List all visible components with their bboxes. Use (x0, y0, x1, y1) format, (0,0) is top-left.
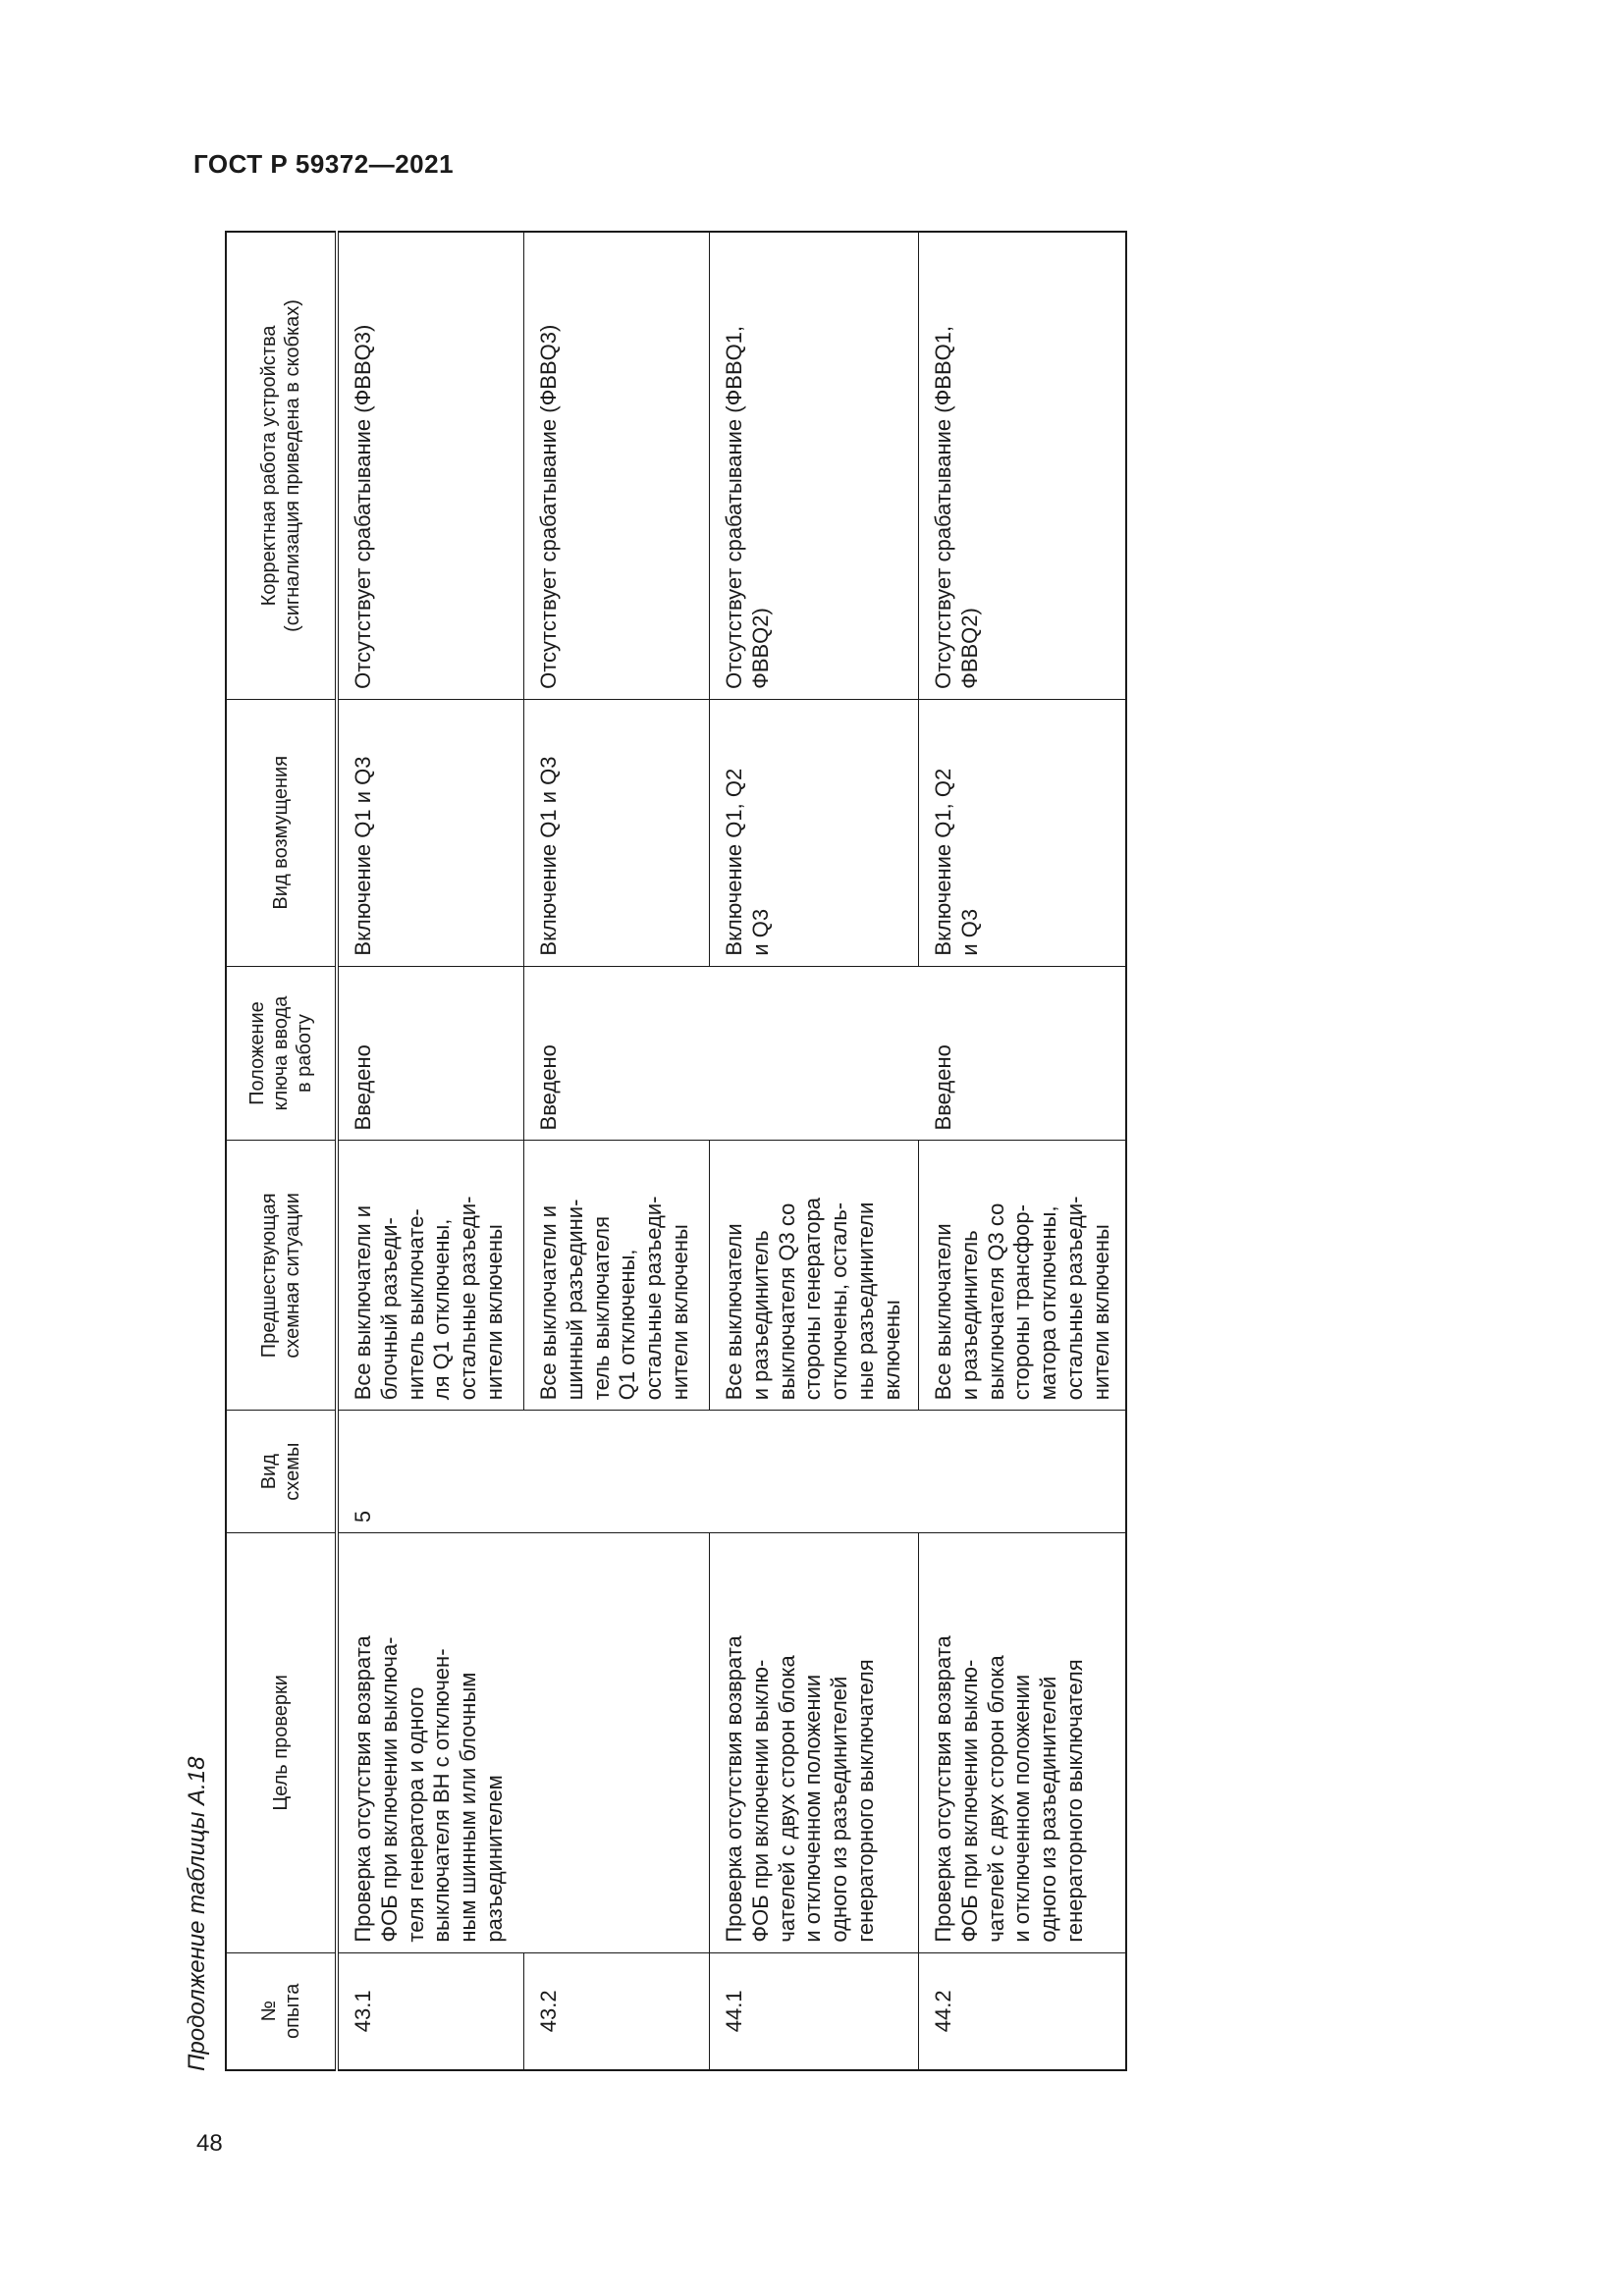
cell-disturb: Включение Q1 и Q3 (524, 699, 710, 966)
col-header-scheme-label: Вид схемы (258, 1442, 303, 1501)
cell-prior: Все выключатели и шинный разъедини- тель выключателя Q1 отключены, остальные разъеди- нители включены (524, 1141, 710, 1411)
cell-disturb: Включение Q1, Q2 и Q3 (919, 699, 1127, 966)
cell-scheme (919, 1411, 1127, 1533)
cell-correct: Отсутствует срабатывание (ФВВQ3) (524, 232, 710, 699)
cell-key: Введено (337, 966, 524, 1141)
cell-prior: Все выключатели и разъединитель выключателя Q3 со стороны генератора отключены, осталь- ные разъединители включены (710, 1141, 919, 1411)
page-number: 48 (196, 2130, 223, 2157)
cell-scheme (524, 1411, 710, 1533)
col-header-prior (226, 1141, 337, 1411)
cell-num: 44.1 (710, 1952, 919, 2070)
table-header-row (226, 232, 337, 2070)
cell-num: 43.1 (337, 1952, 524, 2070)
col-header-num-label: № опыта (258, 1983, 303, 2040)
cell-num: 44.2 (919, 1952, 1127, 2070)
table-row (710, 232, 919, 2070)
col-header-key (226, 966, 337, 1141)
table-caption: Продолжение таблицы А.18 (184, 1756, 210, 2071)
cell-disturb: Включение Q1, Q2 и Q3 (710, 699, 919, 966)
col-header-key-label: Положение ключа ввода в работу (246, 995, 315, 1111)
document-header: ГОСТ Р 59372—2021 (193, 149, 455, 179)
cell-goal: Проверка отсутствия возврата ФОБ при включении выклю- чателей с двух сторон блока и отключенном положении одного из разъединителей генераторного выключателя (710, 1533, 919, 1953)
cell-scheme: 5 (337, 1411, 524, 1533)
cell-correct: Отсутствует срабатывание (ФВВQ1, ФВВQ2) (919, 232, 1127, 699)
col-header-correct-label: Корректная работа устройства (сигнализация приведена в скобках) (258, 299, 303, 632)
cell-key: Введено (524, 966, 710, 1141)
cell-prior: Все выключатели и блочный разъеди- нитель выключате- ля Q1 отключены, остальные разъеди- нители включены (337, 1141, 524, 1411)
col-header-goal-label: Цель проверки (270, 1675, 292, 1811)
col-header-goal (226, 1533, 337, 1953)
cell-key: Введено (919, 966, 1127, 1141)
test-table (225, 231, 1127, 2071)
cell-goal: Проверка отсутствия возврата ФОБ при включении выключа- теля генератора и одного выключателя ВН с отключен- ным шинным или блочным разъединителем (337, 1533, 524, 1953)
col-header-scheme (226, 1411, 337, 1533)
col-header-disturb-label: Вид возмущения (270, 755, 292, 910)
cell-goal: Проверка отсутствия возврата ФОБ при включении выклю- чателей с двух сторон блока и отключенном положении одного из разъединителей генераторного выключателя (919, 1533, 1127, 1953)
cell-correct: Отсутствует срабатывание (ФВВQ1, ФВВQ2) (710, 232, 919, 699)
col-header-correct (226, 232, 337, 699)
cell-goal (524, 1533, 710, 1953)
table-row (524, 232, 710, 2070)
cell-prior: Все выключатели и разъединитель выключателя Q3 со стороны трансфор- матора отключены, остальные разъеди- нители включены (919, 1141, 1127, 1411)
cell-key (710, 966, 919, 1141)
table-row (919, 232, 1127, 2070)
cell-disturb: Включение Q1 и Q3 (337, 699, 524, 966)
rotated-table-block (184, 231, 1175, 2071)
cell-scheme (710, 1411, 919, 1533)
cell-correct: Отсутствует срабатывание (ФВВQ3) (337, 232, 524, 699)
cell-num: 43.2 (524, 1952, 710, 2070)
col-header-disturb (226, 699, 337, 966)
col-header-num (226, 1952, 337, 2070)
col-header-prior-label: Предшествующая схемная ситуации (258, 1193, 303, 1359)
table-row (337, 232, 524, 2070)
